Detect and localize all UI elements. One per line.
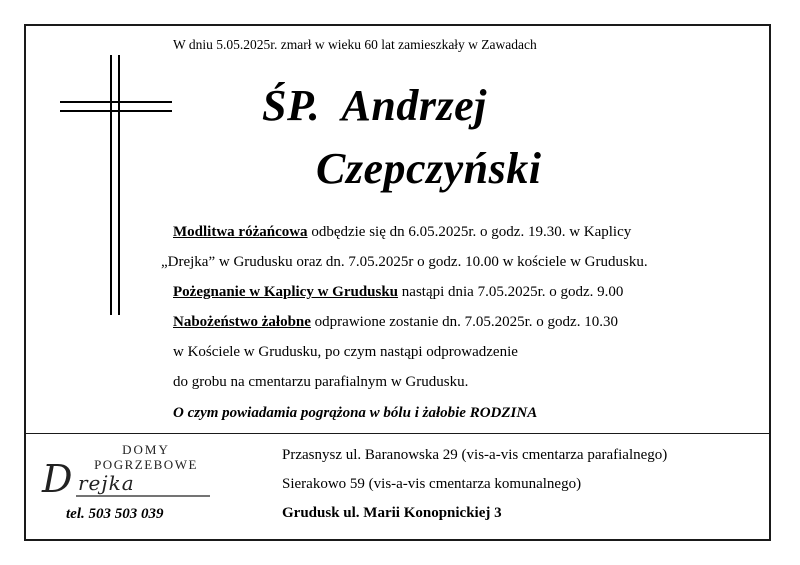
logo-initial: D — [42, 457, 73, 500]
phone-number: tel. 503 503 039 — [66, 506, 164, 522]
funeral-home-logo — [38, 440, 213, 500]
intro-text: W dniu 5.05.2025r. zmarł w wieku 60 lat zamieszkały w Zawadach — [173, 37, 537, 52]
deceased-name-line2: Czepczyński — [316, 144, 542, 193]
body-line-4: Nabożeństwo żałobne odprawione zostanie dn. 7.05.2025r. o godz. 10.30 — [173, 314, 618, 330]
closing-line: O czym powiadamia pogrążona w bólu i żałobie RODZINA — [173, 405, 538, 421]
deceased-name-line1: ŚP. Andrzej — [262, 81, 487, 130]
logo-script: rejka — [78, 471, 135, 495]
service-heading: Nabożeństwo żałobne — [173, 314, 311, 330]
address-2: Sierakowo 59 (vis-a-vis cmentarza komunalnego) — [282, 476, 582, 492]
body-line-2: „Drejka” w Grudusku oraz dn. 7.05.2025r o godz. 10.00 w kościele w Grudusku. — [161, 254, 648, 270]
farewell-heading: Pożegnanie w Kaplicy w Grudusku — [173, 284, 399, 300]
rosary-heading: Modlitwa różańcowa — [173, 224, 308, 240]
body-line-5: w Kościele w Grudusku, po czym nastąpi odprowadzenie — [173, 344, 518, 360]
body-line-3: Pożegnanie w Kaplicy w Grudusku nastąpi dnia 7.05.2025r. o godz. 9.00 — [173, 284, 624, 300]
address-3: Grudusk ul. Marii Konopnickiej 3 — [282, 505, 502, 521]
address-1: Przasnysz ul. Baranowska 29 (vis-a-vis cmentarza parafialnego) — [282, 447, 668, 463]
logo-line1: DOMY — [122, 442, 170, 457]
body-line-1: Modlitwa różańcowa odbędzie się dn 6.05.2025r. o godz. 19.30. w Kaplicy — [173, 224, 632, 240]
divider — [24, 433, 771, 434]
logo-line2: POGRZEBOWE — [94, 457, 198, 472]
body-line-6: do grobu na cmentarzu parafialnym w Grudusku. — [173, 374, 469, 390]
